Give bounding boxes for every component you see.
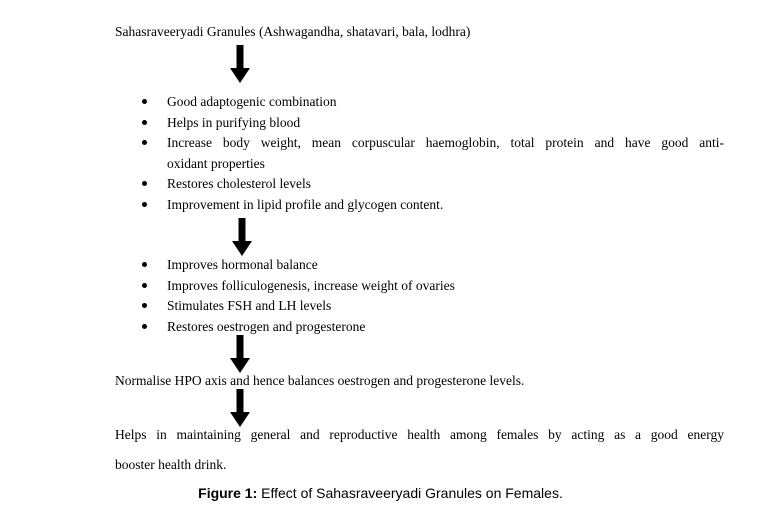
caption-text: Effect of Sahasraveeryadi Granules on Females. xyxy=(257,485,563,501)
list-item xyxy=(140,276,724,297)
list-item-text: Improves folliculogenesis, increase weight of ovaries xyxy=(167,277,455,293)
conclusion-line-1: Helps in maintaining general and reproductive health among females by acting as a good energy xyxy=(115,427,724,442)
down-arrow-icon xyxy=(232,218,252,258)
list-item-text: Improves hormonal balance xyxy=(167,257,318,272)
list-item-text: Restores cholesterol levels xyxy=(167,176,311,191)
list-item xyxy=(140,92,724,113)
conclusion-text xyxy=(115,420,724,480)
list-item xyxy=(140,317,724,338)
list-item-text: Good adaptogenic combination xyxy=(167,94,337,109)
list-item-text: Restores oestrogen and progesterone xyxy=(167,318,366,334)
list-item-text: Improvement in lipid profile and glycogen content. xyxy=(167,196,444,212)
down-arrow-icon xyxy=(230,45,250,85)
down-arrow-icon xyxy=(230,335,250,375)
list-item xyxy=(140,174,724,195)
top-line: Sahasraveeryadi Granules (Ashwagandha, shatavari, bala, lodhra) xyxy=(115,24,471,39)
list-item-text-continued: oxidant properties xyxy=(167,155,265,171)
list-item xyxy=(140,133,724,174)
benefits-list-2 xyxy=(140,255,724,337)
list-item xyxy=(140,296,724,317)
benefits-list-1 xyxy=(140,92,724,215)
list-item-text: Increase body weight, mean corpuscular haemoglobin, total protein and have good anti- xyxy=(167,135,724,150)
hpo-line: Normalise HPO axis and hence balances oestrogen and progesterone levels. xyxy=(115,373,525,388)
caption-label: Figure 1: xyxy=(198,485,258,501)
list-item-text: Helps in purifying blood xyxy=(167,114,301,130)
conclusion-line-2: booster health drink. xyxy=(115,457,227,472)
list-item-text: Stimulates FSH and LH levels xyxy=(167,298,332,313)
list-item xyxy=(140,113,724,134)
list-item xyxy=(140,195,724,216)
list-item xyxy=(140,255,724,276)
figure-caption xyxy=(0,485,761,501)
